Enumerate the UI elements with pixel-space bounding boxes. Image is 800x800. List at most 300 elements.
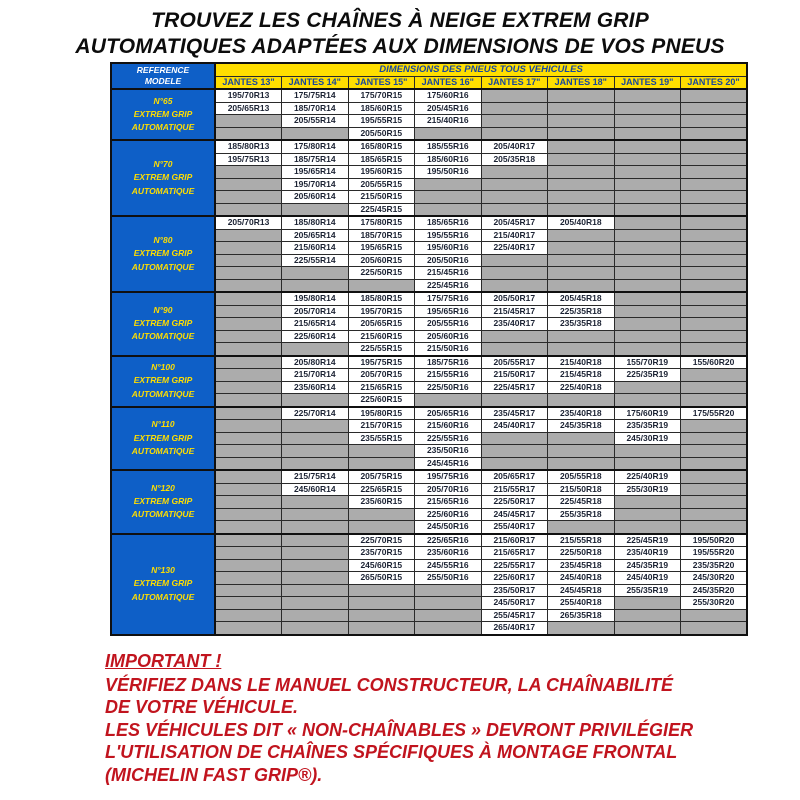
empty-cell (481, 178, 548, 191)
empty-cell (681, 140, 748, 153)
empty-cell (548, 203, 615, 216)
tire-size-cell: 195/70R13 (215, 89, 282, 102)
empty-cell (548, 115, 615, 128)
rim-size-column-header: JANTES 19" (614, 76, 681, 89)
tire-size-cell: 265/50R15 (348, 572, 415, 585)
model-label (111, 292, 215, 356)
tire-size-cell: 235/35R18 (548, 318, 615, 331)
tire-size-cell: 195/60R16 (415, 242, 482, 255)
tire-size-cell: 185/75R16 (415, 356, 482, 369)
empty-cell (415, 584, 482, 597)
empty-cell (282, 127, 349, 140)
empty-cell (215, 483, 282, 496)
rim-size-column-header: JANTES 20" (681, 76, 748, 89)
empty-cell (614, 89, 681, 102)
tire-size-cell: 205/40R18 (548, 216, 615, 229)
empty-cell (481, 115, 548, 128)
empty-cell (282, 584, 349, 597)
model-label-line: EXTREM GRIP (133, 432, 193, 443)
tire-size-cell: 225/60R17 (481, 572, 548, 585)
tire-size-cell: 225/50R18 (548, 547, 615, 560)
tire-size-cell: 205/50R17 (481, 292, 548, 305)
empty-cell (681, 203, 748, 216)
empty-cell (681, 254, 748, 267)
tire-size-cell: 205/35R18 (481, 153, 548, 166)
model-label-line: N°70 (153, 159, 173, 170)
tire-size-cell: 235/60R16 (415, 547, 482, 560)
empty-cell (681, 305, 748, 318)
tire-size-cell: 245/35R19 (614, 559, 681, 572)
empty-cell (215, 534, 282, 547)
empty-cell (681, 394, 748, 407)
tire-size-cell: 215/70R15 (348, 420, 415, 433)
tire-size-cell: 205/60R16 (415, 330, 482, 343)
empty-cell (282, 609, 349, 622)
tire-size-cell: 225/55R15 (348, 343, 415, 356)
tire-size-cell: 205/70R15 (348, 369, 415, 382)
empty-cell (681, 432, 748, 445)
tire-size-cell: 185/65R15 (348, 153, 415, 166)
empty-cell (614, 242, 681, 255)
tire-size-cell: 215/50R18 (548, 483, 615, 496)
empty-cell (282, 496, 349, 509)
empty-cell (548, 343, 615, 356)
empty-cell (215, 572, 282, 585)
model-label-line: AUTOMATIQUE (131, 509, 195, 520)
model-label-line: AUTOMATIQUE (131, 122, 195, 133)
tire-size-cell: 225/55R14 (282, 254, 349, 267)
tire-size-cell: 215/60R17 (481, 534, 548, 547)
tire-size-cell: 225/45R15 (348, 203, 415, 216)
empty-cell (614, 191, 681, 204)
empty-cell (215, 609, 282, 622)
empty-cell (215, 191, 282, 204)
important-text (105, 674, 745, 787)
tire-size-cell: 215/50R15 (348, 191, 415, 204)
reference-model-header (111, 63, 215, 89)
empty-cell (614, 597, 681, 610)
tire-size-cell: 205/50R16 (415, 254, 482, 267)
empty-cell (681, 483, 748, 496)
empty-cell (282, 457, 349, 470)
dimensions-span-header: DIMENSIONS DES PNEUS TOUS VEHICULES (215, 63, 747, 76)
model-label-line: N°90 (153, 304, 173, 315)
reference-header-line-2: MODELE (144, 76, 182, 86)
empty-cell (681, 470, 748, 483)
tire-size-cell: 195/50R16 (415, 166, 482, 179)
empty-cell (548, 457, 615, 470)
empty-cell (215, 508, 282, 521)
empty-cell (215, 115, 282, 128)
tire-size-cell: 195/65R14 (282, 166, 349, 179)
empty-cell (614, 622, 681, 635)
tire-size-cell: 195/70R15 (348, 305, 415, 318)
tire-size-cell: 205/50R15 (348, 127, 415, 140)
important-line: VÉRIFIEZ DANS LE MANUEL CONSTRUCTEUR, LA CHAÎNABILITÉ (105, 674, 674, 695)
empty-cell (614, 178, 681, 191)
empty-cell (614, 115, 681, 128)
tire-size-cell: 215/40R16 (415, 115, 482, 128)
empty-cell (481, 127, 548, 140)
empty-cell (548, 394, 615, 407)
tire-size-cell: 225/60R15 (348, 394, 415, 407)
model-label-line: AUTOMATIQUE (131, 591, 195, 602)
tire-size-cell: 225/35R18 (548, 305, 615, 318)
empty-cell (681, 420, 748, 433)
tire-size-cell: 225/35R19 (614, 369, 681, 382)
tire-size-cell: 215/50R16 (415, 343, 482, 356)
empty-cell (614, 229, 681, 242)
tire-size-cell: 255/40R17 (481, 521, 548, 534)
empty-cell (481, 279, 548, 292)
tire-size-cell: 265/35R18 (548, 609, 615, 622)
empty-cell (681, 242, 748, 255)
model-label-line: N°120 (151, 482, 175, 493)
empty-cell (215, 584, 282, 597)
tire-size-cell: 215/45R18 (548, 369, 615, 382)
tire-size-cell: 205/80R14 (282, 356, 349, 369)
empty-cell (681, 622, 748, 635)
tire-size-cell: 225/65R15 (348, 483, 415, 496)
tire-size-cell: 185/60R15 (348, 102, 415, 115)
empty-cell (282, 547, 349, 560)
empty-cell (548, 127, 615, 140)
empty-cell (614, 254, 681, 267)
empty-cell (215, 407, 282, 420)
tire-size-cell: 245/30R19 (614, 432, 681, 445)
tire-size-cell: 205/70R16 (415, 483, 482, 496)
model-label (111, 216, 215, 292)
model-label-line: N°110 (151, 419, 175, 430)
empty-cell (548, 330, 615, 343)
tire-size-cell: 195/70R14 (282, 178, 349, 191)
empty-cell (215, 279, 282, 292)
model-label-line: EXTREM GRIP (133, 172, 193, 183)
tire-size-cell: 215/65R16 (415, 496, 482, 509)
tire-size-cell: 195/55R16 (415, 229, 482, 242)
empty-cell (681, 343, 748, 356)
empty-cell (481, 89, 548, 102)
tire-size-cell: 185/80R13 (215, 140, 282, 153)
model-label-line: N°65 (153, 95, 173, 106)
model-label-line: AUTOMATIQUE (131, 445, 195, 456)
empty-cell (614, 267, 681, 280)
empty-cell (415, 394, 482, 407)
empty-cell (481, 445, 548, 458)
empty-cell (415, 609, 482, 622)
tire-size-cell: 265/40R17 (481, 622, 548, 635)
empty-cell (548, 89, 615, 102)
tire-size-cell: 235/60R14 (282, 381, 349, 394)
tire-size-cell: 235/50R17 (481, 584, 548, 597)
important-notice (105, 650, 745, 786)
tire-size-cell: 235/35R20 (681, 559, 748, 572)
empty-cell (681, 508, 748, 521)
important-heading: IMPORTANT ! (105, 651, 222, 671)
empty-cell (681, 89, 748, 102)
empty-cell (681, 102, 748, 115)
rim-size-column-header: JANTES 13" (215, 76, 282, 89)
empty-cell (282, 432, 349, 445)
tire-size-cell: 255/35R18 (548, 508, 615, 521)
important-line: (MICHELIN FAST GRIP®). (105, 764, 323, 785)
empty-cell (282, 508, 349, 521)
empty-cell (481, 394, 548, 407)
tire-size-cell: 215/65R17 (481, 547, 548, 560)
tire-size-cell: 195/80R14 (282, 292, 349, 305)
empty-cell (215, 229, 282, 242)
empty-cell (215, 203, 282, 216)
empty-cell (681, 609, 748, 622)
tire-size-cell: 225/45R16 (415, 279, 482, 292)
tire-size-cell: 215/75R14 (282, 470, 349, 483)
tire-size-cell: 225/55R16 (415, 432, 482, 445)
empty-cell (681, 496, 748, 509)
empty-cell (614, 609, 681, 622)
empty-cell (614, 140, 681, 153)
rim-size-column-header: JANTES 16" (415, 76, 482, 89)
tire-size-cell: 205/45R18 (548, 292, 615, 305)
tire-size-cell: 215/65R15 (348, 381, 415, 394)
empty-cell (681, 216, 748, 229)
empty-cell (215, 559, 282, 572)
tire-size-cell: 235/35R19 (614, 420, 681, 433)
empty-cell (681, 127, 748, 140)
empty-cell (614, 330, 681, 343)
empty-cell (282, 267, 349, 280)
empty-cell (614, 521, 681, 534)
empty-cell (215, 127, 282, 140)
tire-size-cell: 225/55R17 (481, 559, 548, 572)
empty-cell (681, 267, 748, 280)
model-label-line: N°100 (151, 362, 175, 373)
tire-size-cell: 205/65R14 (282, 229, 349, 242)
tire-size-cell: 205/45R17 (481, 216, 548, 229)
tire-size-cell: 195/75R16 (415, 470, 482, 483)
tire-size-cell: 245/30R20 (681, 572, 748, 585)
empty-cell (348, 508, 415, 521)
tire-size-cell: 205/75R15 (348, 470, 415, 483)
empty-cell (548, 102, 615, 115)
empty-cell (614, 279, 681, 292)
empty-cell (614, 508, 681, 521)
model-label (111, 534, 215, 635)
empty-cell (548, 254, 615, 267)
tire-size-cell: 215/60R15 (348, 330, 415, 343)
empty-cell (548, 622, 615, 635)
tire-size-cell: 225/45R17 (481, 381, 548, 394)
tire-size-cell: 225/70R15 (348, 534, 415, 547)
title-line-2: AUTOMATIQUES ADAPTÉES AUX DIMENSIONS DE VOS PNEUS (75, 35, 725, 58)
empty-cell (282, 622, 349, 635)
empty-cell (481, 254, 548, 267)
tire-size-cell: 195/65R15 (348, 242, 415, 255)
empty-cell (681, 191, 748, 204)
model-label-line: EXTREM GRIP (133, 108, 193, 119)
important-line: L'UTILISATION DE CHAÎNES SPÉCIFIQUES À MONTAGE FRONTAL (105, 742, 678, 762)
page-title (0, 8, 800, 60)
empty-cell (481, 267, 548, 280)
empty-cell (215, 381, 282, 394)
tire-size-cell: 255/35R19 (614, 584, 681, 597)
empty-cell (681, 369, 748, 382)
tire-size-cell: 195/55R20 (681, 547, 748, 560)
empty-cell (215, 292, 282, 305)
empty-cell (348, 445, 415, 458)
tire-size-cell: 175/75R16 (415, 292, 482, 305)
empty-cell (548, 242, 615, 255)
reference-header-line-1: REFERENCE (136, 64, 190, 75)
tire-size-cell: 195/55R15 (348, 115, 415, 128)
tire-size-cell: 235/40R18 (548, 407, 615, 420)
tire-size-cell: 215/45R17 (481, 305, 548, 318)
tire-size-cell: 195/60R15 (348, 166, 415, 179)
tire-size-cell: 205/70R14 (282, 305, 349, 318)
empty-cell (614, 102, 681, 115)
model-label-line: AUTOMATIQUE (131, 261, 195, 272)
tire-size-cell: 235/60R15 (348, 496, 415, 509)
empty-cell (215, 394, 282, 407)
tire-size-cell: 225/40R18 (548, 381, 615, 394)
tire-size-cell: 255/45R17 (481, 609, 548, 622)
empty-cell (681, 279, 748, 292)
empty-cell (215, 420, 282, 433)
empty-cell (548, 521, 615, 534)
empty-cell (681, 292, 748, 305)
tire-size-cell: 205/55R16 (415, 318, 482, 331)
empty-cell (348, 521, 415, 534)
rim-size-column-header: JANTES 17" (481, 76, 548, 89)
empty-cell (282, 203, 349, 216)
tire-size-cell: 225/70R14 (282, 407, 349, 420)
tire-size-cell: 205/65R13 (215, 102, 282, 115)
empty-cell (415, 203, 482, 216)
rim-size-column-header: JANTES 14" (282, 76, 349, 89)
tire-size-table (110, 62, 748, 636)
empty-cell (282, 445, 349, 458)
tire-size-cell: 225/50R17 (481, 496, 548, 509)
empty-cell (548, 153, 615, 166)
tire-size-cell: 225/50R15 (348, 267, 415, 280)
empty-cell (681, 521, 748, 534)
empty-cell (215, 369, 282, 382)
empty-cell (215, 254, 282, 267)
empty-cell (481, 343, 548, 356)
tire-size-cell: 215/55R17 (481, 483, 548, 496)
tire-size-cell: 185/70R15 (348, 229, 415, 242)
empty-cell (481, 166, 548, 179)
tire-size-cell: 245/50R17 (481, 597, 548, 610)
empty-cell (215, 470, 282, 483)
empty-cell (548, 432, 615, 445)
empty-cell (681, 330, 748, 343)
tire-size-cell: 215/60R14 (282, 242, 349, 255)
empty-cell (282, 420, 349, 433)
empty-cell (681, 115, 748, 128)
empty-cell (614, 445, 681, 458)
tire-size-cell: 255/40R18 (548, 597, 615, 610)
important-line: DE VOTRE VÉHICULE. (105, 697, 299, 717)
model-label-line: EXTREM GRIP (133, 318, 193, 329)
empty-cell (481, 457, 548, 470)
tire-size-cell: 205/55R14 (282, 115, 349, 128)
empty-cell (215, 622, 282, 635)
tire-size-cell: 225/40R17 (481, 242, 548, 255)
empty-cell (614, 153, 681, 166)
tire-size-cell: 205/65R17 (481, 470, 548, 483)
empty-cell (415, 127, 482, 140)
empty-cell (282, 572, 349, 585)
empty-cell (215, 305, 282, 318)
tire-size-cell: 225/65R16 (415, 534, 482, 547)
empty-cell (348, 457, 415, 470)
empty-cell (548, 445, 615, 458)
empty-cell (215, 318, 282, 331)
empty-cell (614, 343, 681, 356)
model-label-line: N°80 (153, 235, 173, 246)
empty-cell (548, 279, 615, 292)
empty-cell (215, 330, 282, 343)
empty-cell (215, 166, 282, 179)
empty-cell (548, 178, 615, 191)
tire-size-cell: 195/65R16 (415, 305, 482, 318)
tire-size-cell: 205/65R16 (415, 407, 482, 420)
empty-cell (614, 216, 681, 229)
tire-size-cell: 245/45R17 (481, 508, 548, 521)
tire-size-cell: 215/40R18 (548, 356, 615, 369)
tire-size-cell: 175/80R15 (348, 216, 415, 229)
tire-size-cell: 235/50R16 (415, 445, 482, 458)
tire-size-cell: 205/55R18 (548, 470, 615, 483)
important-line: LES VÉHICULES DIT « NON-CHAÎNABLES » DEVRONT PRIVILÉGIER (105, 719, 694, 740)
empty-cell (614, 457, 681, 470)
model-label-line: AUTOMATIQUE (131, 331, 195, 342)
tire-size-cell: 195/75R13 (215, 153, 282, 166)
empty-cell (548, 166, 615, 179)
tire-size-cell: 205/60R15 (348, 254, 415, 267)
tire-size-cell: 215/50R17 (481, 369, 548, 382)
tire-size-cell: 165/80R15 (348, 140, 415, 153)
empty-cell (681, 178, 748, 191)
tire-size-cell: 205/45R16 (415, 102, 482, 115)
empty-cell (481, 102, 548, 115)
empty-cell (215, 242, 282, 255)
tire-size-cell: 175/80R14 (282, 140, 349, 153)
empty-cell (282, 343, 349, 356)
empty-cell (215, 267, 282, 280)
empty-cell (348, 609, 415, 622)
tire-size-cell: 215/65R14 (282, 318, 349, 331)
empty-cell (681, 153, 748, 166)
empty-cell (548, 191, 615, 204)
empty-cell (415, 622, 482, 635)
tire-size-cell: 255/30R19 (614, 483, 681, 496)
rim-size-column-header: JANTES 18" (548, 76, 615, 89)
tire-size-cell: 195/80R15 (348, 407, 415, 420)
tire-size-cell: 175/60R16 (415, 89, 482, 102)
empty-cell (215, 445, 282, 458)
empty-cell (681, 318, 748, 331)
model-label-line: AUTOMATIQUE (131, 388, 195, 399)
tire-size-cell: 175/55R20 (681, 407, 748, 420)
tire-size-cell: 245/35R18 (548, 420, 615, 433)
tire-size-cell: 255/30R20 (681, 597, 748, 610)
tire-size-cell: 215/55R18 (548, 534, 615, 547)
empty-cell (215, 432, 282, 445)
tire-size-cell: 225/60R14 (282, 330, 349, 343)
tire-size-cell: 175/70R15 (348, 89, 415, 102)
tire-size-cell: 155/70R19 (614, 356, 681, 369)
